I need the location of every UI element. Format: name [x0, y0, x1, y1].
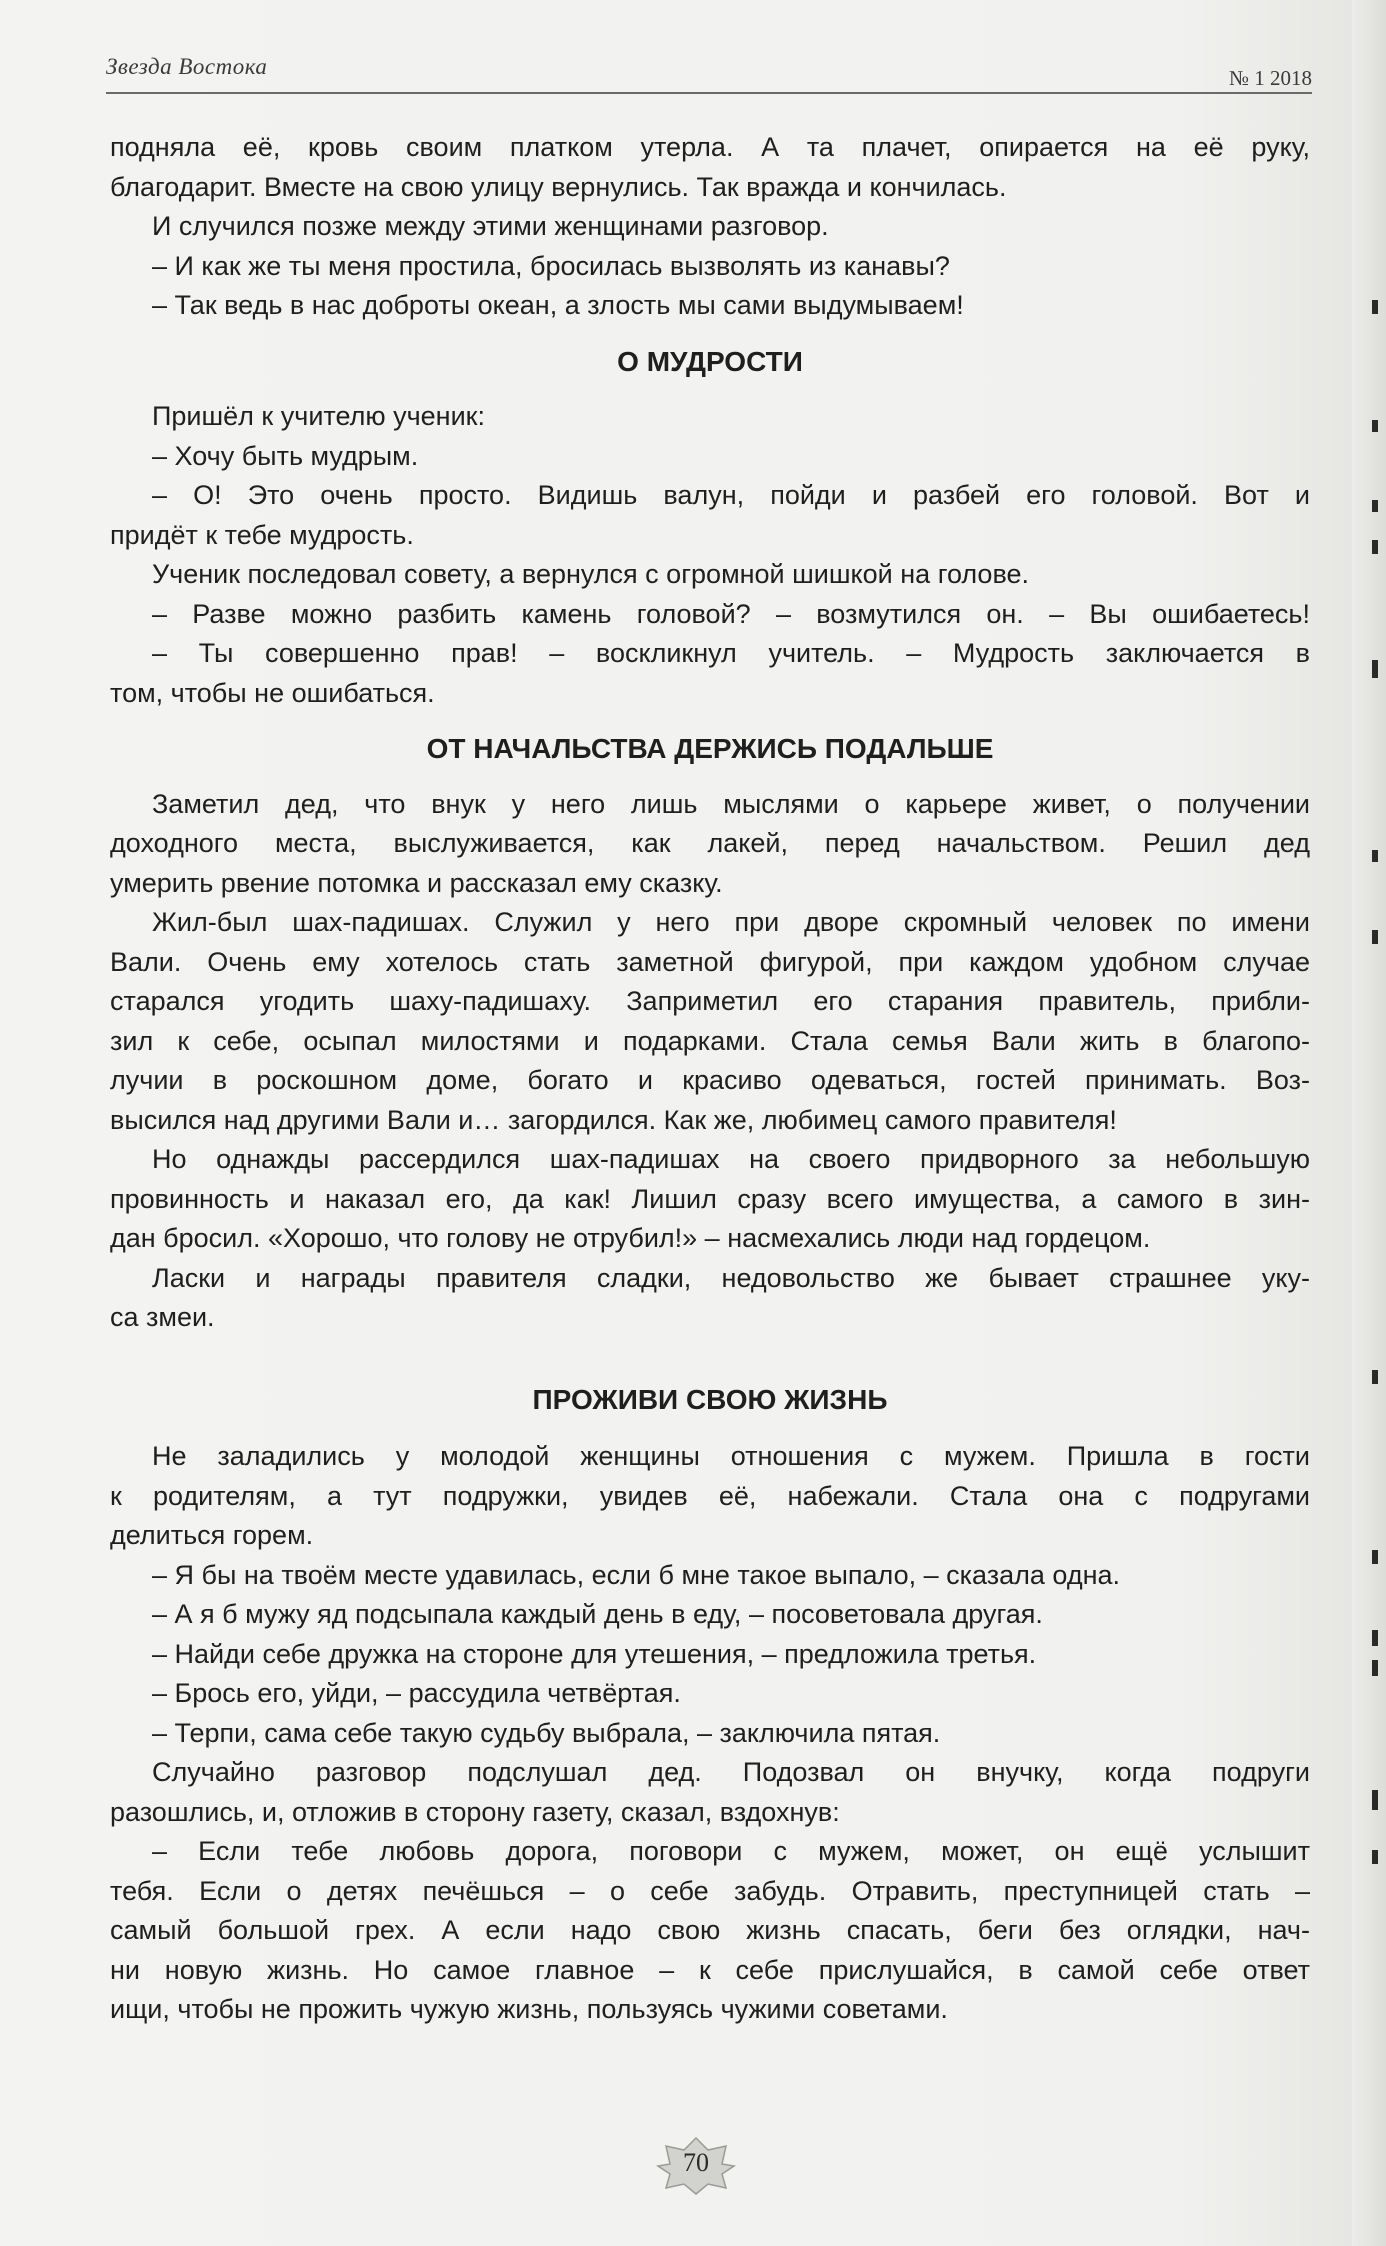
header-rule [106, 92, 1312, 94]
text-line: – Ты совершенно прав! – воскликнул учитель. – Мудрость заключается в [152, 638, 1310, 668]
text-line: – Терпи, сама себе такую судьбу выбрала, – заключила пятая. [152, 1717, 941, 1748]
text-line: лучии в роскошном доме, богато и красиво одеваться, гостей принимать. Воз- [110, 1065, 1310, 1095]
text-line: доходного места, выслуживается, как лакей, перед начальством. Решил дед [110, 828, 1310, 858]
text-line: – Я бы на твоём месте удавилась, если б мне такое выпало, – сказала одна. [152, 1559, 1121, 1590]
adjacent-page-edge [1352, 0, 1386, 2246]
text-line: ни новую жизнь. Но самое главное – к себе прислушайся, в самой себе ответ [110, 1954, 1310, 1985]
text-line: благодарит. Вместе на свою улицу вернулись. Так вражда и кончилась. [110, 171, 1007, 202]
text-line: Ласки и награды правителя сладки, недовольство же бывает страшнее уку- [152, 1262, 1310, 1293]
text-line: к родителям, а тут подружки, увидев её, набежали. Стала она с подругами [110, 1480, 1310, 1511]
text-line: Вали. Очень ему хотелось стать заметной фигурой, при каждом удобном случае [110, 946, 1310, 977]
running-header [106, 54, 1312, 94]
text-line: – Брось его, уйди, – рассудила четвёртая. [152, 1678, 681, 1708]
section-heading-own-life: ПРОЖИВИ СВОЮ ЖИЗНЬ [532, 1383, 888, 1415]
text-line: том, чтобы не ошибаться. [110, 677, 435, 708]
page-number-badge [656, 2136, 736, 2196]
text-line: – Если тебе любовь дорога, поговори с мужем, может, он ещё услышит [152, 1836, 1310, 1866]
text-line: провинность и наказал его, да как! Лишил сразу всего имущества, а самого в зин- [110, 1183, 1310, 1214]
text-line: высился над другими Вали и… загордился. Как же, любимец самого правителя! [110, 1104, 1117, 1135]
text-line: – Найди себе дружка на стороне для утешения, – предложила третья. [152, 1638, 1037, 1669]
text-line: Но однажды рассердился шах-падишах на своего придворного за небольшую [152, 1144, 1310, 1174]
text-line: тебя. Если о детях печёшься – о себе забудь. Отравить, преступницей стать – [110, 1875, 1310, 1906]
page-number: 70 [683, 2148, 709, 2177]
text-line: – Разве можно разбить камень головой? – возмутился он. – Вы ошибаетесь! [152, 598, 1310, 629]
text-line: са змеи. [110, 1302, 215, 1332]
text-line: – О! Это очень просто. Видишь валун, пойди и разбей его головой. Вот и [152, 480, 1310, 510]
issue-number: № 1 2018 [1228, 66, 1312, 90]
article-body [110, 128, 1310, 2030]
text-line: самый большой грех. А если надо свою жизнь спасать, беги без оглядки, нач- [110, 1915, 1310, 1945]
text-line: Не заладились у молодой женщины отношения с мужем. Пришла в гости [152, 1441, 1310, 1471]
text-line: разошлись, и, отложив в сторону газету, сказал, вздохнув: [110, 1796, 840, 1827]
text-line: дан бросил. «Хорошо, что голову не отрубил!» – насмехались люди над гордецом. [110, 1223, 1151, 1253]
journal-title: Звезда Востока [106, 54, 268, 79]
section-heading-wisdom: О МУДРОСТИ [617, 345, 803, 377]
text-line: Случайно разговор подслушал дед. Подозвал он внучку, когда подруги [152, 1757, 1310, 1787]
text-line: Заметил дед, что внук у него лишь мыслями о карьере живет, о получении [152, 788, 1310, 819]
text-line: Жил-был шах-падишах. Служил у него при дворе скромный человек по имени [152, 907, 1310, 937]
text-line: Ученик последовал совету, а вернулся с огромной шишкой на голове. [152, 559, 1029, 589]
text-line: умерить рвение потомка и рассказал ему сказку. [110, 867, 723, 898]
text-line: старался угодить шаху-падишаху. Заприметил его старания правитель, прибли- [110, 986, 1310, 1016]
text-line: зил к себе, осыпал милостями и подарками. Стала семья Вали жить в благопо- [110, 1025, 1310, 1056]
text-line: И случился позже между этими женщинами разговор. [152, 211, 829, 241]
text-line: – Так ведь в нас доброты океан, а злость мы сами выдумываем! [152, 290, 964, 320]
text-line: подняла её, кровь своим платком утерла. А та плачет, опирается на её руку, [110, 132, 1310, 162]
text-line: – И как же ты меня простила, бросилась вызволять из канавы? [152, 250, 950, 281]
text-line: Пришёл к учителю ученик: [152, 401, 485, 431]
text-line: – Хочу быть мудрым. [152, 440, 419, 471]
text-line: – А я б мужу яд подсыпала каждый день в еду, – посоветовала другая. [152, 1599, 1043, 1629]
text-line: ищи, чтобы не прожить чужую жизнь, пользуясь чужими советами. [110, 1994, 948, 2024]
text-line: придёт к тебе мудрость. [110, 519, 414, 550]
section-heading-superiors: ОТ НАЧАЛЬСТВА ДЕРЖИСЬ ПОДАЛЬШЕ [426, 733, 994, 764]
text-line: делиться горем. [110, 1520, 314, 1550]
